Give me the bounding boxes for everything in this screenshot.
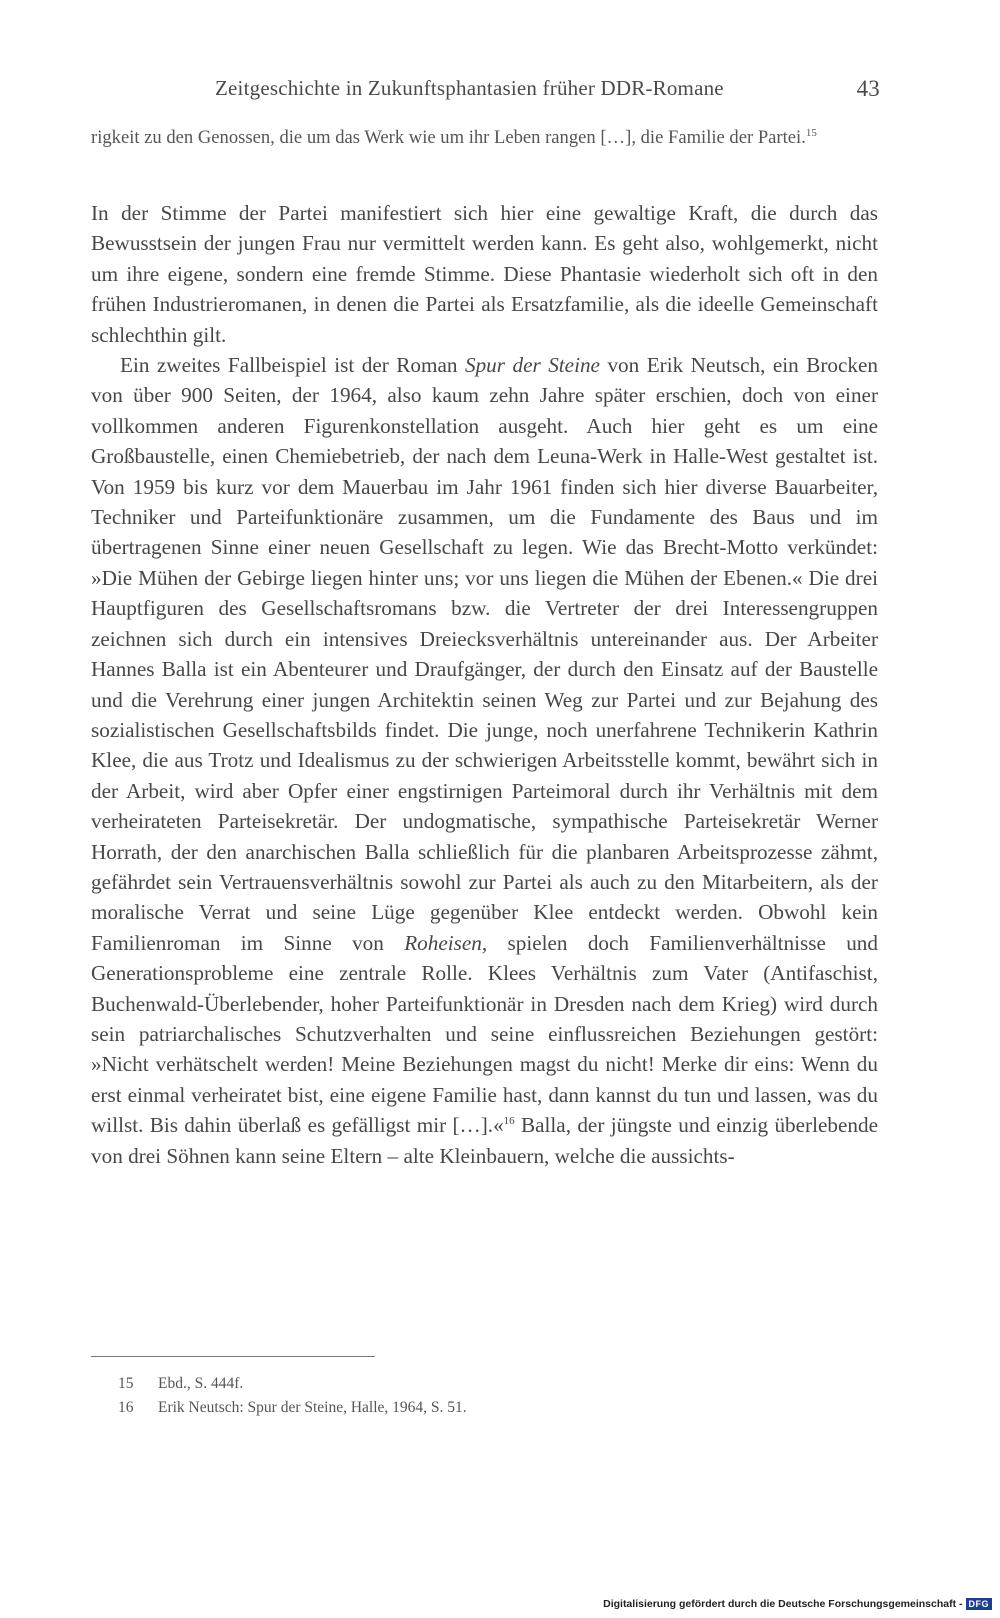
dfg-logo: DFG [966, 1598, 993, 1610]
body-text [91, 198, 878, 1171]
funding-text: Digitalisierung gefördert durch die Deutsche Forschungsgemeinschaft - [603, 1598, 963, 1610]
running-header [90, 76, 880, 106]
paragraph-2-part-d: Balla, der jüngste und einzig überlebende von drei Söhnen kann seine Eltern – alte Kleinbauern, welche die aussichts- [91, 1113, 878, 1168]
paragraph-2 [91, 350, 878, 1171]
block-quote [91, 126, 878, 150]
footnote-ref-15[interactable]: 15 [805, 126, 817, 139]
book-title-spur-der-steine: Spur der Steine [464, 353, 600, 378]
footnote-text: Erik Neutsch: Spur der Steine, Halle, 1964, S. 51. [158, 1399, 467, 1416]
page-number: 43 [856, 76, 880, 101]
funding-banner [603, 1598, 992, 1610]
running-title: Zeitgeschichte in Zukunftsphantasien früher DDR-Romane [215, 76, 724, 100]
footnote-text: Ebd., S. 444f. [158, 1375, 244, 1392]
footnote-16 [118, 1396, 818, 1420]
footnote-ref-16[interactable]: 16 [503, 1115, 515, 1128]
quote-text: rigkeit zu den Genossen, die um das Werk wie um ihr Leben rangen […], die Familie der Partei. [91, 127, 806, 148]
paragraph-1: In der Stimme der Partei manifestiert sich hier eine gewaltige Kraft, die durch das Bewusstsein der jungen Frau nur vermittelt werden kann. Es geht also, wohlgemerkt, nicht um ihre eigene, sondern eine fremde Stimme. Diese Phantasie wiederholt sich oft in den frühen Industrieromanen, in denen die Partei als Ersatzfamilie, als die ideelle Gemeinschaft schlechthin gilt. [91, 201, 878, 347]
paragraph-2-part-c: , spielen doch Familienverhältnisse und Generationsprobleme eine zentrale Rolle. Klees Verhältnis zum Vater (Antifaschist, Buchenwald-Überlebender, hoher Parteifunktionär in Dresden nach dem Krieg) wird durch sein patriarchalisches Schutzverhalten und seine einflussreichen Beziehungen gestört: »Nicht verhätschelt werden! Meine Beziehungen magst du nicht! Merke dir eins: Wenn du erst einmal verheiratet bist, eine eigene Familie hast, dann kannst du tun und lassen, was du willst. Bis dahin überlaß es gefälligst mir […].« [91, 930, 878, 1138]
footnote-number: 15 [118, 1375, 134, 1392]
book-title-roheisen: Roheisen [404, 930, 482, 955]
footnote-divider [91, 1356, 375, 1357]
paragraph-2-part-a: Ein zweites Fallbeispiel ist der Roman [120, 353, 465, 378]
footnote-15 [118, 1372, 818, 1396]
paragraph-2-part-b: von Erik Neutsch, ein Brocken von über 900 Seiten, der 1964, also kaum zehn Jahre später erschien, doch von einer vollkommen anderen Figurenkonstellation ausgeht. Auch hier geht es um eine Großbaustelle, einen Chemiebetrieb, der nach dem Leuna-Werk in Halle-West gestaltet ist. Von 1959 bis kurz vor dem Mauerbau im Jahr 1961 finden sich hier diverse Bauarbeiter, Techniker und Parteifunktionäre zusammen, um die Fundamente des Baus und im übertragenen Sinne einer neuen Gesellschaft zu legen. Wie das Brecht-Motto verkündet: »Die Mühen der Gebirge liegen hinter uns; vor uns liegen die Mühen der Ebenen.« Die drei Hauptfiguren des Gesellschaftsromans bzw. die Vertreter der drei Interessengruppen zeichnen sich durch ein intensives Dreiecksverhältnis untereinander aus. Der Arbeiter Hannes Balla ist ein Abenteurer und Draufgänger, der durch den Einsatz auf der Baustelle und die Verehrung einer jungen Architektin seinen Weg zur Partei und zur Bejahung des sozialistischen Gesellschaftsbilds findet. Die junge, noch unerfahrene Technikerin Kathrin Klee, die aus Trotz und Idealismus zu der schwierigen Arbeitsstelle kommt, bewährt sich in der Arbeit, wird aber Opfer einer engstirnigen Parteimoral durch ihr Verhältnis mit dem verheirateten Parteisekretär. Der undogmatische, sympathische Parteisekretär Werner Horrath, der den anarchischen Balla schließlich für die planbaren Arbeitsprozesse zähmt, gefährdet sein Vertrauensverhältnis sowohl zur Partei als auch zu den Mitarbeitern, als der moralische Verrat und seine Lüge gegenüber Klee entdeckt werden. Obwohl kein Familienroman im Sinne von [91, 353, 879, 955]
footnotes [118, 1372, 818, 1420]
footnote-number: 16 [118, 1399, 134, 1416]
